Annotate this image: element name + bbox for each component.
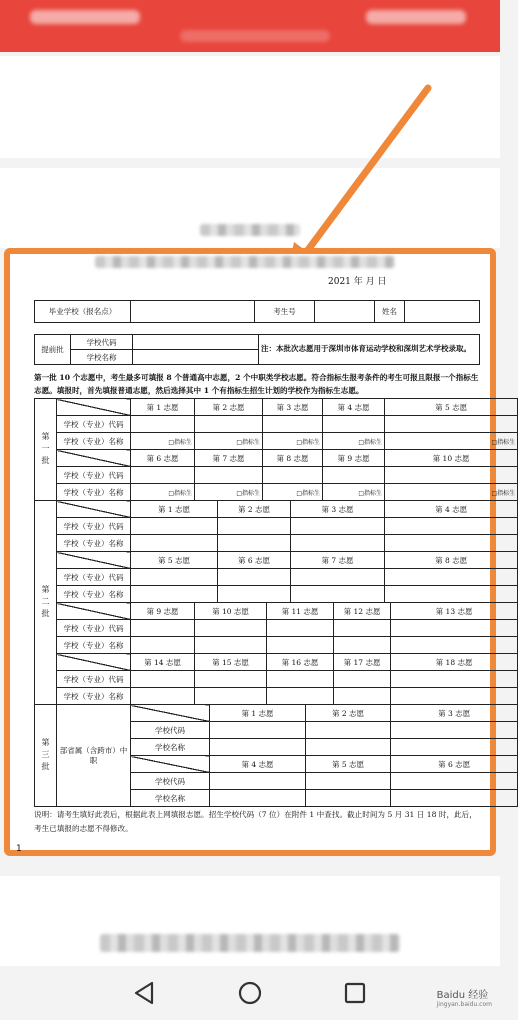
choice-header: 第 3 志愿: [263, 399, 323, 416]
row-label-code: 学校（专业）代码: [57, 671, 131, 688]
name-field[interactable]: [391, 739, 518, 756]
choice-header: 第 4 志愿: [210, 756, 306, 773]
row-label-name: 学校（专业）名称: [57, 535, 131, 552]
system-nav-bar: [0, 968, 500, 1020]
top-app-bar: [0, 0, 500, 52]
choice-header: 第 4 志愿: [385, 501, 518, 518]
grad-school-field[interactable]: [131, 301, 255, 323]
quota-checkbox[interactable]: □指标生: [385, 433, 518, 450]
quota-checkbox[interactable]: □指标生: [131, 484, 195, 501]
name-field[interactable]: [210, 739, 306, 756]
next-page: [0, 876, 500, 966]
name-field[interactable]: [218, 535, 291, 552]
choice-header: 第 18 志愿: [391, 654, 518, 671]
code-field[interactable]: [267, 620, 334, 637]
code-field[interactable]: [195, 671, 267, 688]
choice-header: 第 6 志愿: [218, 552, 291, 569]
choice-header: 第 5 志愿: [131, 552, 218, 569]
row-label-name: 学校名称: [131, 790, 210, 807]
diagonal-header: [57, 399, 131, 416]
name-field[interactable]: [291, 586, 385, 603]
code-field[interactable]: [323, 467, 385, 484]
code-field[interactable]: [131, 671, 195, 688]
row-label-name: 学校（专业）名称: [57, 586, 131, 603]
choice-header: 第 5 志愿: [385, 399, 518, 416]
code-field[interactable]: [210, 722, 306, 739]
row-label-name: 学校名称: [131, 739, 210, 756]
row-label-code: 学校（专业）代码: [57, 620, 131, 637]
choice-header: 第 1 志愿: [210, 705, 306, 722]
code-field[interactable]: [131, 467, 195, 484]
choice-header: 第 2 志愿: [195, 399, 263, 416]
row-label-name: 学校（专业）名称: [57, 637, 131, 654]
diagonal-header: [57, 654, 131, 671]
choice-header: 第 2 志愿: [218, 501, 291, 518]
choice-header: 第 11 志愿: [267, 603, 334, 620]
diagonal-header: [57, 501, 131, 518]
name-field[interactable]: [405, 301, 480, 323]
row-label-name: 学校（专业）名称: [57, 688, 131, 705]
name-field[interactable]: [391, 637, 518, 654]
quota-checkbox[interactable]: □指标生: [263, 433, 323, 450]
batch2-label: 第二批: [35, 501, 57, 705]
code-field[interactable]: [391, 671, 518, 688]
name-label: 姓名: [375, 301, 405, 323]
choice-header: 第 1 志愿: [131, 501, 218, 518]
name-field[interactable]: [385, 586, 518, 603]
choice-header: 第 3 志愿: [291, 501, 385, 518]
choice-header: 第 14 志愿: [131, 654, 195, 671]
code-field[interactable]: [218, 569, 291, 586]
diagonal-header: [131, 756, 210, 773]
code-field[interactable]: [195, 416, 263, 433]
code-field[interactable]: [131, 518, 218, 535]
row-label-name: 学校（专业）名称: [57, 433, 131, 450]
name-field[interactable]: [195, 688, 267, 705]
row-label-code: 学校（专业）代码: [57, 467, 131, 484]
highlighted-document: [4, 248, 516, 856]
watermark-sub: jingyan.baidu.com: [436, 1001, 492, 1008]
name-field[interactable]: [210, 790, 306, 807]
quota-checkbox[interactable]: □指标生: [195, 433, 263, 450]
grad-school-label: 毕业学校（报名点）: [35, 301, 131, 323]
early-code-label: 学校代码: [71, 335, 133, 350]
choice-header: 第 3 志愿: [391, 705, 518, 722]
code-field[interactable]: [131, 620, 195, 637]
choice-header: 第 8 志愿: [385, 552, 518, 569]
code-field[interactable]: [391, 722, 518, 739]
name-field[interactable]: [391, 790, 518, 807]
early-name-label: 学校名称: [71, 350, 133, 365]
blurred-text-line: [100, 934, 400, 952]
quota-checkbox[interactable]: □指标生: [195, 484, 263, 501]
date-field: 2021 年 月 日: [328, 277, 387, 287]
choice-header: 第 5 志愿: [306, 756, 391, 773]
choice-header: 第 15 志愿: [195, 654, 267, 671]
name-field[interactable]: [334, 688, 391, 705]
choice-header: 第 6 志愿: [391, 756, 518, 773]
student-info-table: [34, 300, 480, 323]
code-field[interactable]: [334, 671, 391, 688]
name-field[interactable]: [267, 688, 334, 705]
choice-header: 第 13 志愿: [391, 603, 518, 620]
name-field[interactable]: [391, 688, 518, 705]
choice-header: 第 10 志愿: [385, 450, 518, 467]
code-field[interactable]: [291, 569, 385, 586]
name-field[interactable]: [131, 688, 195, 705]
name-field[interactable]: [306, 790, 391, 807]
batch3-sublabel: 部省属（含跨市）中职: [57, 705, 131, 807]
code-field[interactable]: [323, 416, 385, 433]
early-batch-note: 注：本批次志愿用于深圳市体育运动学校和深圳艺术学校录取。: [259, 335, 480, 365]
code-field[interactable]: [385, 416, 518, 433]
baidu-watermark: [437, 986, 492, 1008]
code-field[interactable]: [391, 773, 518, 790]
choice-header: 第 9 志愿: [323, 450, 385, 467]
code-field[interactable]: [263, 467, 323, 484]
quota-checkbox[interactable]: □指标生: [323, 433, 385, 450]
early-batch-table: [34, 334, 480, 365]
exam-no-label: 考生号: [255, 301, 315, 323]
name-field[interactable]: [218, 586, 291, 603]
name-field[interactable]: [291, 535, 385, 552]
exam-no-field[interactable]: [315, 301, 375, 323]
choice-header: 第 17 志愿: [334, 654, 391, 671]
choice-header: 第 9 志愿: [131, 603, 195, 620]
early-batch-label: 提前批: [35, 335, 71, 365]
code-field[interactable]: [218, 518, 291, 535]
choice-header: 第 7 志愿: [291, 552, 385, 569]
row-label-code: 学校代码: [131, 722, 210, 739]
code-field[interactable]: [210, 773, 306, 790]
batch1-instructions: 第一批 10 个志愿中，考生最多可填报 8 个普通高中志愿，2 个中职类学校志愿。符合指标生报考条件的考生可报且限报一个指标生志愿。填报时，首先填报普通志愿，然后选择其中 1 个有指标生招生计划的学校作为指标生志愿。: [34, 373, 479, 395]
diagonal-header: [57, 552, 131, 569]
diagonal-header: [57, 603, 131, 620]
code-field[interactable]: [263, 416, 323, 433]
choice-header: 第 1 志愿: [131, 399, 195, 416]
code-field[interactable]: [131, 416, 195, 433]
watermark-main: Baidu 经验: [436, 990, 489, 1001]
choice-header: 第 16 志愿: [267, 654, 334, 671]
page-number: 1: [16, 844, 22, 854]
choice-header: 第 6 志愿: [131, 450, 195, 467]
blurred-subtitle: [180, 30, 330, 42]
name-field[interactable]: [131, 637, 195, 654]
code-field[interactable]: [385, 569, 518, 586]
choice-header: 第 4 志愿: [323, 399, 385, 416]
early-code-field[interactable]: [133, 335, 259, 350]
row-label-code: 学校（专业）代码: [57, 416, 131, 433]
back-icon[interactable]: [130, 978, 160, 1008]
choice-header: 第 12 志愿: [334, 603, 391, 620]
home-icon[interactable]: [235, 978, 265, 1008]
batch3-label: 第三批: [35, 705, 57, 807]
code-field[interactable]: [291, 518, 385, 535]
row-label-code: 学校（专业）代码: [57, 569, 131, 586]
code-field[interactable]: [195, 620, 267, 637]
name-field[interactable]: [334, 637, 391, 654]
choice-header: 第 2 志愿: [306, 705, 391, 722]
choice-header: 第 8 志愿: [263, 450, 323, 467]
diagonal-header: [57, 450, 131, 467]
row-label-code: 学校（专业）代码: [57, 518, 131, 535]
quota-checkbox[interactable]: □指标生: [131, 433, 195, 450]
diagonal-header: [131, 705, 210, 722]
quota-checkbox[interactable]: □指标生: [263, 484, 323, 501]
code-field[interactable]: [306, 773, 391, 790]
code-field[interactable]: [385, 518, 518, 535]
code-field[interactable]: [195, 467, 263, 484]
choices-table: [34, 398, 518, 807]
name-field[interactable]: [131, 586, 218, 603]
code-field[interactable]: [131, 569, 218, 586]
row-label-code: 学校代码: [131, 773, 210, 790]
name-field[interactable]: [131, 535, 218, 552]
batch1-label: 第一批: [35, 399, 57, 501]
code-field[interactable]: [391, 620, 518, 637]
name-field[interactable]: [267, 637, 334, 654]
blurred-title: [30, 10, 140, 24]
blurred-status: [366, 10, 466, 24]
choice-header: 第 7 志愿: [195, 450, 263, 467]
name-field[interactable]: [306, 739, 391, 756]
choice-header: 第 10 志愿: [195, 603, 267, 620]
name-field[interactable]: [195, 637, 267, 654]
row-label-name: 学校（专业）名称: [57, 484, 131, 501]
code-field[interactable]: [306, 722, 391, 739]
name-field[interactable]: [385, 535, 518, 552]
blurred-doc-title: [95, 256, 395, 268]
code-field[interactable]: [267, 671, 334, 688]
quota-checkbox[interactable]: □指标生: [385, 484, 518, 501]
code-field[interactable]: [334, 620, 391, 637]
quota-checkbox[interactable]: □指标生: [323, 484, 385, 501]
early-name-field[interactable]: [133, 350, 259, 365]
code-field[interactable]: [385, 467, 518, 484]
recents-icon[interactable]: [340, 978, 370, 1008]
footnote: 说明：请考生填好此表后，根据此表上网填报志愿。招生学校代码（7 位）在附件 1 中查找。截止时间为 5 月 31 日 18 时，此后，考生已填报的志愿不得修改。: [34, 810, 477, 834]
